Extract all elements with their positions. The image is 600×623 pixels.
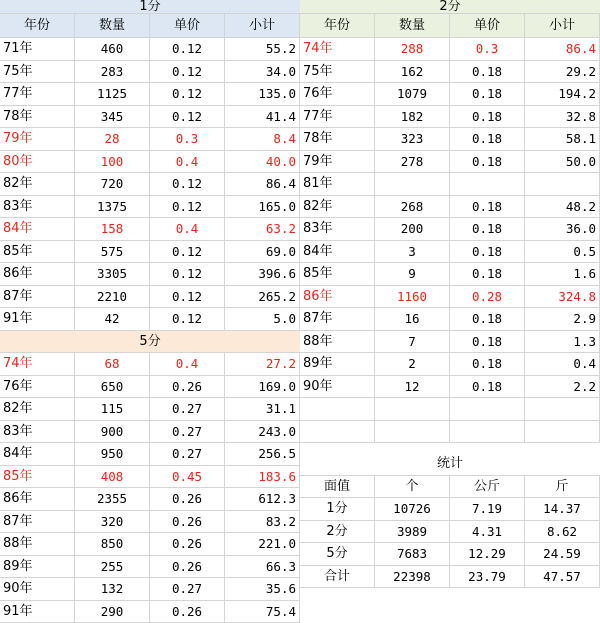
cell-qty[interactable]: 1079 (375, 83, 450, 106)
empty-cell[interactable] (525, 398, 600, 421)
section-title-5fen[interactable]: 5分 (0, 331, 300, 354)
stats-cell-kg[interactable]: 7.19 (450, 498, 525, 521)
stats-header[interactable]: 个 (375, 476, 450, 499)
cell-price[interactable]: 0.18 (450, 353, 525, 376)
cell-subtotal[interactable]: 50.0 (525, 151, 600, 174)
cell-qty[interactable]: 575 (75, 241, 150, 264)
cell-price[interactable]: 0.4 (150, 218, 225, 241)
cell-price[interactable]: 0.12 (150, 308, 225, 331)
cell-price[interactable] (450, 173, 525, 196)
cell-subtotal[interactable]: 58.1 (525, 128, 600, 151)
stats-cell-label[interactable]: 2分 (300, 521, 375, 544)
cell-price[interactable]: 0.4 (150, 151, 225, 174)
cell-subtotal[interactable]: 48.2 (525, 196, 600, 219)
cell-year[interactable]: 84年 (0, 218, 75, 241)
cell-qty[interactable]: 2 (375, 353, 450, 376)
cell-price[interactable]: 0.12 (150, 38, 225, 61)
cell-qty[interactable]: 323 (375, 128, 450, 151)
cell-qty[interactable]: 100 (75, 151, 150, 174)
stats-cell-count[interactable]: 10726 (375, 498, 450, 521)
cell-subtotal[interactable]: 66.3 (225, 556, 300, 579)
cell-price[interactable]: 0.18 (450, 196, 525, 219)
cell-qty[interactable]: 900 (75, 421, 150, 444)
cell-qty[interactable]: 3 (375, 241, 450, 264)
cell-price[interactable]: 0.27 (150, 398, 225, 421)
empty-cell[interactable] (450, 398, 525, 421)
cell-qty[interactable]: 278 (375, 151, 450, 174)
cell-price[interactable]: 0.18 (450, 263, 525, 286)
cell-price[interactable]: 0.12 (150, 83, 225, 106)
cell-subtotal[interactable]: 0.4 (525, 353, 600, 376)
cell-price[interactable]: 0.12 (150, 173, 225, 196)
cell-subtotal[interactable]: 612.3 (225, 488, 300, 511)
cell-subtotal[interactable]: 31.1 (225, 398, 300, 421)
cell-qty[interactable]: 12 (375, 376, 450, 399)
cell-year[interactable]: 76年 (0, 376, 75, 399)
cell-qty[interactable]: 132 (75, 578, 150, 601)
cell-price[interactable]: 0.18 (450, 106, 525, 129)
empty-cell[interactable] (300, 421, 375, 444)
cell-price[interactable]: 0.3 (150, 128, 225, 151)
cell-year[interactable]: 76年 (300, 83, 375, 106)
stats-cell-label[interactable]: 5分 (300, 543, 375, 566)
cell-year[interactable]: 84年 (300, 241, 375, 264)
cell-year[interactable]: 90年 (0, 578, 75, 601)
stats-cell-jin[interactable]: 47.57 (525, 566, 600, 589)
cell-qty[interactable] (375, 173, 450, 196)
stats-header[interactable]: 斤 (525, 476, 600, 499)
cell-year[interactable]: 88年 (0, 533, 75, 556)
cell-year[interactable]: 75年 (0, 61, 75, 84)
section-title-2fen[interactable]: 2分 (300, 0, 600, 14)
cell-price[interactable]: 0.18 (450, 218, 525, 241)
cell-year[interactable]: 83年 (300, 218, 375, 241)
stats-cell-jin[interactable]: 24.59 (525, 543, 600, 566)
cell-year[interactable]: 85年 (300, 263, 375, 286)
stats-cell-count[interactable]: 7683 (375, 543, 450, 566)
cell-price[interactable]: 0.26 (150, 511, 225, 534)
cell-price[interactable]: 0.26 (150, 533, 225, 556)
cell-price[interactable]: 0.18 (450, 61, 525, 84)
cell-year[interactable]: 77年 (0, 83, 75, 106)
cell-subtotal[interactable]: 86.4 (225, 173, 300, 196)
stats-cell-kg[interactable]: 23.79 (450, 566, 525, 589)
cell-subtotal[interactable]: 86.4 (525, 38, 600, 61)
cell-qty[interactable]: 182 (375, 106, 450, 129)
cell-price[interactable]: 0.27 (150, 421, 225, 444)
cell-qty[interactable]: 460 (75, 38, 150, 61)
cell-qty[interactable]: 1160 (375, 286, 450, 309)
cell-year[interactable]: 71年 (0, 38, 75, 61)
cell-subtotal[interactable]: 34.0 (225, 61, 300, 84)
cell-subtotal[interactable]: 5.0 (225, 308, 300, 331)
cell-year[interactable]: 79年 (300, 151, 375, 174)
cell-price[interactable]: 0.26 (150, 376, 225, 399)
cell-subtotal[interactable]: 27.2 (225, 353, 300, 376)
cell-price[interactable]: 0.45 (150, 466, 225, 489)
empty-cell[interactable] (375, 421, 450, 444)
cell-year[interactable]: 82年 (0, 398, 75, 421)
column-header-qty[interactable]: 数量 (375, 14, 450, 38)
cell-year[interactable]: 74年 (300, 38, 375, 61)
cell-year[interactable]: 80年 (0, 151, 75, 174)
cell-price[interactable]: 0.26 (150, 601, 225, 623)
cell-subtotal[interactable]: 165.0 (225, 196, 300, 219)
cell-year[interactable]: 91年 (0, 601, 75, 623)
cell-qty[interactable]: 2210 (75, 286, 150, 309)
cell-qty[interactable]: 3305 (75, 263, 150, 286)
cell-price[interactable]: 0.26 (150, 488, 225, 511)
cell-year[interactable]: 78年 (0, 106, 75, 129)
cell-qty[interactable]: 42 (75, 308, 150, 331)
cell-year[interactable]: 91年 (0, 308, 75, 331)
cell-qty[interactable]: 68 (75, 353, 150, 376)
cell-qty[interactable]: 7 (375, 331, 450, 354)
cell-subtotal[interactable]: 0.5 (525, 241, 600, 264)
stats-cell-count[interactable]: 22398 (375, 566, 450, 589)
cell-year[interactable]: 83年 (0, 421, 75, 444)
cell-year[interactable]: 85年 (0, 466, 75, 489)
section-title-1fen[interactable]: 1分 (0, 0, 300, 14)
cell-price[interactable]: 0.18 (450, 241, 525, 264)
cell-price[interactable]: 0.12 (150, 196, 225, 219)
stats-cell-jin[interactable]: 14.37 (525, 498, 600, 521)
cell-qty[interactable]: 283 (75, 61, 150, 84)
cell-price[interactable]: 0.12 (150, 263, 225, 286)
cell-qty[interactable]: 288 (375, 38, 450, 61)
cell-year[interactable]: 82年 (300, 196, 375, 219)
cell-price[interactable]: 0.4 (150, 353, 225, 376)
cell-year[interactable]: 86年 (0, 488, 75, 511)
cell-qty[interactable]: 290 (75, 601, 150, 623)
stats-cell-jin[interactable]: 8.62 (525, 521, 600, 544)
cell-price[interactable]: 0.18 (450, 151, 525, 174)
cell-qty[interactable]: 950 (75, 443, 150, 466)
cell-price[interactable]: 0.12 (150, 106, 225, 129)
cell-subtotal[interactable]: 265.2 (225, 286, 300, 309)
stats-cell-label[interactable]: 合计 (300, 566, 375, 589)
cell-price[interactable]: 0.26 (150, 556, 225, 579)
cell-subtotal[interactable]: 75.4 (225, 601, 300, 623)
cell-year[interactable]: 79年 (0, 128, 75, 151)
stats-header[interactable]: 公斤 (450, 476, 525, 499)
cell-subtotal[interactable]: 69.0 (225, 241, 300, 264)
cell-price[interactable]: 0.3 (450, 38, 525, 61)
cell-subtotal[interactable]: 135.0 (225, 83, 300, 106)
column-header-price[interactable]: 单价 (150, 14, 225, 38)
cell-year[interactable]: 89年 (300, 353, 375, 376)
cell-year[interactable]: 89年 (0, 556, 75, 579)
stats-cell-count[interactable]: 3989 (375, 521, 450, 544)
stats-cell-label[interactable]: 1分 (300, 498, 375, 521)
cell-qty[interactable]: 2355 (75, 488, 150, 511)
cell-price[interactable]: 0.12 (150, 241, 225, 264)
cell-qty[interactable]: 255 (75, 556, 150, 579)
cell-price[interactable]: 0.12 (150, 286, 225, 309)
cell-qty[interactable]: 850 (75, 533, 150, 556)
empty-cell[interactable] (450, 421, 525, 444)
column-header-year[interactable]: 年份 (0, 14, 75, 38)
cell-year[interactable]: 84年 (0, 443, 75, 466)
cell-year[interactable]: 85年 (0, 241, 75, 264)
cell-qty[interactable]: 200 (375, 218, 450, 241)
cell-qty[interactable]: 720 (75, 173, 150, 196)
cell-year[interactable]: 87年 (300, 308, 375, 331)
column-header-subtotal[interactable]: 小计 (525, 14, 600, 38)
cell-qty[interactable]: 162 (375, 61, 450, 84)
cell-year[interactable]: 82年 (0, 173, 75, 196)
cell-price[interactable]: 0.28 (450, 286, 525, 309)
cell-year[interactable]: 90年 (300, 376, 375, 399)
column-header-subtotal[interactable]: 小计 (225, 14, 300, 38)
cell-subtotal[interactable]: 1.3 (525, 331, 600, 354)
cell-year[interactable]: 74年 (0, 353, 75, 376)
cell-qty[interactable]: 158 (75, 218, 150, 241)
cell-price[interactable]: 0.12 (150, 61, 225, 84)
stats-header[interactable]: 面值 (300, 476, 375, 499)
cell-subtotal[interactable]: 396.6 (225, 263, 300, 286)
cell-subtotal[interactable]: 169.0 (225, 376, 300, 399)
cell-subtotal[interactable]: 41.4 (225, 106, 300, 129)
cell-price[interactable]: 0.27 (150, 578, 225, 601)
cell-subtotal[interactable]: 32.8 (525, 106, 600, 129)
cell-price[interactable]: 0.18 (450, 83, 525, 106)
empty-cell[interactable] (300, 398, 375, 421)
column-header-price[interactable]: 单价 (450, 14, 525, 38)
cell-year[interactable]: 83年 (0, 196, 75, 219)
cell-price[interactable]: 0.18 (450, 331, 525, 354)
cell-subtotal[interactable]: 83.2 (225, 511, 300, 534)
cell-price[interactable]: 0.27 (150, 443, 225, 466)
stats-cell-kg[interactable]: 12.29 (450, 543, 525, 566)
column-header-qty[interactable]: 数量 (75, 14, 150, 38)
cell-subtotal[interactable]: 1.6 (525, 263, 600, 286)
cell-subtotal[interactable]: 8.4 (225, 128, 300, 151)
cell-subtotal[interactable]: 2.2 (525, 376, 600, 399)
cell-year[interactable]: 86年 (0, 263, 75, 286)
cell-qty[interactable]: 9 (375, 263, 450, 286)
cell-subtotal[interactable]: 183.6 (225, 466, 300, 489)
cell-year[interactable]: 78年 (300, 128, 375, 151)
cell-subtotal[interactable]: 221.0 (225, 533, 300, 556)
cell-year[interactable]: 87年 (0, 511, 75, 534)
cell-subtotal[interactable]: 256.5 (225, 443, 300, 466)
cell-year[interactable]: 87年 (0, 286, 75, 309)
cell-subtotal[interactable]: 194.2 (525, 83, 600, 106)
cell-subtotal[interactable]: 36.0 (525, 218, 600, 241)
cell-year[interactable]: 86年 (300, 286, 375, 309)
cell-price[interactable]: 0.18 (450, 128, 525, 151)
cell-subtotal[interactable] (525, 173, 600, 196)
cell-year[interactable]: 75年 (300, 61, 375, 84)
cell-subtotal[interactable]: 29.2 (525, 61, 600, 84)
cell-qty[interactable]: 320 (75, 511, 150, 534)
cell-price[interactable]: 0.18 (450, 376, 525, 399)
cell-year[interactable]: 77年 (300, 106, 375, 129)
empty-cell[interactable] (375, 398, 450, 421)
column-header-year[interactable]: 年份 (300, 14, 375, 38)
cell-qty[interactable]: 16 (375, 308, 450, 331)
cell-subtotal[interactable]: 40.0 (225, 151, 300, 174)
cell-subtotal[interactable]: 2.9 (525, 308, 600, 331)
cell-subtotal[interactable]: 324.8 (525, 286, 600, 309)
cell-subtotal[interactable]: 63.2 (225, 218, 300, 241)
cell-qty[interactable]: 650 (75, 376, 150, 399)
cell-qty[interactable]: 268 (375, 196, 450, 219)
cell-year[interactable]: 81年 (300, 173, 375, 196)
cell-price[interactable]: 0.18 (450, 308, 525, 331)
cell-year[interactable]: 88年 (300, 331, 375, 354)
cell-qty[interactable]: 115 (75, 398, 150, 421)
cell-qty[interactable]: 408 (75, 466, 150, 489)
cell-qty[interactable]: 345 (75, 106, 150, 129)
cell-qty[interactable]: 1375 (75, 196, 150, 219)
stats-cell-kg[interactable]: 4.31 (450, 521, 525, 544)
stats-title[interactable]: 统计 (300, 453, 600, 476)
cell-subtotal[interactable]: 35.6 (225, 578, 300, 601)
cell-qty[interactable]: 28 (75, 128, 150, 151)
cell-subtotal[interactable]: 243.0 (225, 421, 300, 444)
empty-cell[interactable] (525, 421, 600, 444)
cell-subtotal[interactable]: 55.2 (225, 38, 300, 61)
cell-qty[interactable]: 1125 (75, 83, 150, 106)
